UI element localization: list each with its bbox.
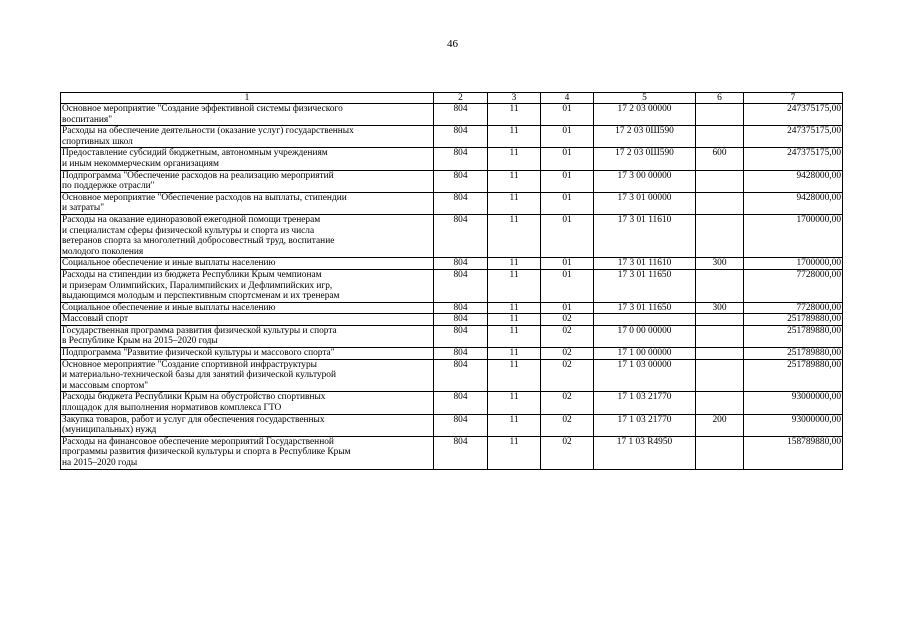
row-amount: 158789880,00 (744, 436, 843, 469)
table-row (61, 192, 843, 214)
row-name (61, 104, 434, 126)
row-section-code: 11 (488, 359, 541, 392)
row-subsection-code: 02 (541, 436, 594, 469)
row-expense-type (696, 359, 744, 392)
row-name-line: Предоставление субсидий бюджетным, автономным учреждениям (62, 148, 328, 159)
row-name-line: Подпрограмма "Развитие физической культуры и массового спорта" (62, 348, 335, 359)
row-section-code: 11 (488, 314, 541, 326)
row-name (61, 325, 434, 347)
row-target-code: 17 2 03 0Ш590 (594, 148, 696, 170)
row-expense-type (696, 314, 744, 326)
row-section-code: 11 (488, 148, 541, 170)
row-ministry-code: 804 (434, 192, 488, 214)
row-ministry-code: 804 (434, 170, 488, 192)
row-name (61, 348, 434, 360)
row-section-code: 11 (488, 126, 541, 148)
row-target-code: 17 0 00 00000 (594, 325, 696, 347)
row-section-code: 11 (488, 104, 541, 126)
row-expense-type: 600 (696, 148, 744, 170)
row-name (61, 392, 434, 414)
row-expense-type (696, 170, 744, 192)
row-name (61, 258, 434, 270)
row-section-code: 11 (488, 170, 541, 192)
row-amount: 93000000,00 (744, 414, 843, 436)
row-subsection-code: 01 (541, 302, 594, 314)
row-expense-type (696, 126, 744, 148)
row-name-line: Государственная программа развития физической культуры и спорта (62, 325, 337, 336)
table-row (61, 436, 843, 469)
row-name-line: на 2015–2020 годы (62, 458, 138, 468)
row-expense-type (696, 325, 744, 347)
row-target-code: 17 2 03 00000 (594, 104, 696, 126)
row-subsection-code: 02 (541, 392, 594, 414)
row-section-code: 11 (488, 392, 541, 414)
table-row (61, 302, 843, 314)
row-subsection-code: 01 (541, 170, 594, 192)
row-expense-type (696, 436, 744, 469)
row-name-line: Социальное обеспечение и иные выплаты населению (62, 302, 276, 313)
row-amount: 7728000,00 (744, 302, 843, 314)
header-row (61, 93, 843, 104)
row-name (61, 148, 434, 170)
row-subsection-code: 01 (541, 126, 594, 148)
row-name-line: и иным некоммерческим организациям (62, 158, 219, 169)
row-target-code: 17 3 01 11610 (594, 214, 696, 257)
row-ministry-code: 804 (434, 126, 488, 148)
row-expense-type (696, 104, 744, 126)
header-col-5: 5 (594, 93, 696, 104)
row-name-line: ветеранов спорта за многолетний добросовестный труд, воспитание (62, 236, 335, 247)
row-subsection-code: 01 (541, 269, 594, 302)
header-col-7: 7 (744, 93, 843, 104)
row-name-line: в Республике Крым на 2015–2020 годы (62, 336, 218, 347)
row-name-line: Основное мероприятие "Создание спортивной инфраструктуры (62, 359, 317, 370)
row-name (61, 170, 434, 192)
row-name-line: выдающимся молодым и перспективным спортсменам и их тренерам (62, 291, 340, 302)
table-row (61, 214, 843, 257)
header-col-1: 1 (61, 93, 434, 104)
table-row (61, 170, 843, 192)
row-ministry-code: 804 (434, 436, 488, 469)
row-name (61, 192, 434, 214)
row-name (61, 269, 434, 302)
row-target-code: 17 3 00 00000 (594, 170, 696, 192)
row-name (61, 126, 434, 148)
row-name (61, 414, 434, 436)
row-subsection-code: 01 (541, 214, 594, 257)
row-subsection-code: 02 (541, 414, 594, 436)
row-ministry-code: 804 (434, 348, 488, 360)
row-name-line: Основное мероприятие "Обеспечение расходов на выплаты, стипендии (62, 192, 347, 203)
row-name-line: Расходы на стипендии из бюджета Республики Крым чемпионам (62, 269, 322, 280)
row-expense-type: 300 (696, 258, 744, 270)
row-expense-type (696, 192, 744, 214)
table-body (61, 104, 843, 470)
row-section-code: 11 (488, 302, 541, 314)
row-target-code (594, 314, 696, 326)
table-row (61, 392, 843, 414)
row-section-code: 11 (488, 269, 541, 302)
row-ministry-code: 804 (434, 314, 488, 326)
row-target-code: 17 1 03 21770 (594, 392, 696, 414)
row-name (61, 436, 434, 469)
table-row (61, 104, 843, 126)
budget-table (60, 92, 843, 470)
row-target-code: 17 3 01 11650 (594, 269, 696, 302)
row-name (61, 302, 434, 314)
row-name-line: площадок для выполнения нормативов комплекса ГТО (62, 403, 282, 414)
row-name-line: (муниципальных) нужд (62, 425, 157, 436)
row-name-line: Расходы на оказание единоразовой ежегодной помощи тренерам (62, 214, 321, 225)
row-subsection-code: 01 (541, 104, 594, 126)
row-name-line: Расходы на финансовое обеспечение мероприятий Государственной (62, 436, 334, 447)
page-number: 46 (447, 38, 458, 50)
table-row (61, 325, 843, 347)
row-name-line: Массовый спорт (62, 314, 129, 325)
row-subsection-code: 02 (541, 325, 594, 347)
row-amount: 247375175,00 (744, 126, 843, 148)
row-ministry-code: 804 (434, 148, 488, 170)
row-target-code: 17 1 03 R4950 (594, 436, 696, 469)
row-name-line: и призерам Олимпийских, Паралимпийских и Дефлимпийских игр, (62, 280, 333, 291)
row-ministry-code: 804 (434, 104, 488, 126)
row-name-line: Расходы на обеспечение деятельности (оказание услуг) государственных (62, 126, 354, 137)
table-row (61, 258, 843, 270)
row-name-line: по поддержке отрасли" (62, 181, 155, 192)
table-row (61, 314, 843, 326)
row-section-code: 11 (488, 348, 541, 360)
row-name (61, 214, 434, 257)
row-amount: 9428000,00 (744, 170, 843, 192)
header-col-3: 3 (488, 93, 541, 104)
row-name-line: Закупка товаров, работ и услуг для обеспечения государственных (62, 414, 325, 425)
row-name (61, 359, 434, 392)
row-subsection-code: 02 (541, 314, 594, 326)
table-row (61, 359, 843, 392)
row-amount: 7728000,00 (744, 269, 843, 302)
row-section-code: 11 (488, 325, 541, 347)
table-row (61, 348, 843, 360)
row-section-code: 11 (488, 214, 541, 257)
row-name-line: спортивных школ (62, 136, 133, 147)
row-subsection-code: 01 (541, 192, 594, 214)
row-target-code: 17 3 01 11610 (594, 258, 696, 270)
row-ministry-code: 804 (434, 392, 488, 414)
row-expense-type (696, 214, 744, 257)
row-subsection-code: 01 (541, 258, 594, 270)
row-section-code: 11 (488, 192, 541, 214)
row-target-code: 17 1 00 00000 (594, 348, 696, 360)
row-target-code: 17 2 03 0Ш590 (594, 126, 696, 148)
row-name-line: и затраты" (62, 203, 105, 214)
row-name-line: Расходы бюджета Республики Крым на обустройство спортивных (62, 392, 326, 403)
row-amount: 247375175,00 (744, 104, 843, 126)
row-ministry-code: 804 (434, 214, 488, 257)
table-row (61, 126, 843, 148)
row-name-line: Социальное обеспечение и иные выплаты населению (62, 258, 276, 269)
row-name-line: и материально-технической базы для занятий физической культурой (62, 370, 336, 381)
row-target-code: 17 3 01 00000 (594, 192, 696, 214)
row-amount: 251789880,00 (744, 359, 843, 392)
row-section-code: 11 (488, 436, 541, 469)
row-expense-type: 300 (696, 302, 744, 314)
row-target-code: 17 3 01 11650 (594, 302, 696, 314)
header-col-4: 4 (541, 93, 594, 104)
row-amount: 251789880,00 (744, 325, 843, 347)
row-ministry-code: 804 (434, 302, 488, 314)
row-name-line: Основное мероприятие "Создание эффективной системы физического (62, 104, 343, 114)
row-ministry-code: 804 (434, 325, 488, 347)
row-amount: 93000000,00 (744, 392, 843, 414)
header-col-2: 2 (434, 93, 488, 104)
row-ministry-code: 804 (434, 258, 488, 270)
row-amount: 251789880,00 (744, 348, 843, 360)
row-amount: 1700000,00 (744, 258, 843, 270)
row-ministry-code: 804 (434, 414, 488, 436)
row-name (61, 314, 434, 326)
row-ministry-code: 804 (434, 359, 488, 392)
row-subsection-code: 02 (541, 359, 594, 392)
row-target-code: 17 1 03 00000 (594, 359, 696, 392)
row-name-line: программы развития физической культуры и спорта в Республике Крым (62, 447, 351, 458)
row-name-line: Подпрограмма "Обеспечение расходов на реализацию мероприятий (62, 170, 334, 181)
header-col-6: 6 (696, 93, 744, 104)
row-expense-type (696, 392, 744, 414)
row-amount: 247375175,00 (744, 148, 843, 170)
row-expense-type (696, 348, 744, 360)
row-expense-type: 200 (696, 414, 744, 436)
row-subsection-code: 01 (541, 148, 594, 170)
row-amount: 1700000,00 (744, 214, 843, 257)
row-name-line: и специалистам сферы физической культуры и спорта из числа (62, 225, 315, 236)
table-row (61, 148, 843, 170)
row-target-code: 17 1 03 21770 (594, 414, 696, 436)
row-expense-type (696, 269, 744, 302)
row-section-code: 11 (488, 258, 541, 270)
row-subsection-code: 02 (541, 348, 594, 360)
row-name-line: молодого поколения (62, 246, 144, 257)
row-name-line: и массовым спортом" (62, 380, 149, 391)
table-row (61, 414, 843, 436)
row-amount: 9428000,00 (744, 192, 843, 214)
row-amount: 251789880,00 (744, 314, 843, 326)
row-ministry-code: 804 (434, 269, 488, 302)
row-section-code: 11 (488, 414, 541, 436)
row-name-line: воспитания" (62, 114, 113, 125)
table-row (61, 269, 843, 302)
